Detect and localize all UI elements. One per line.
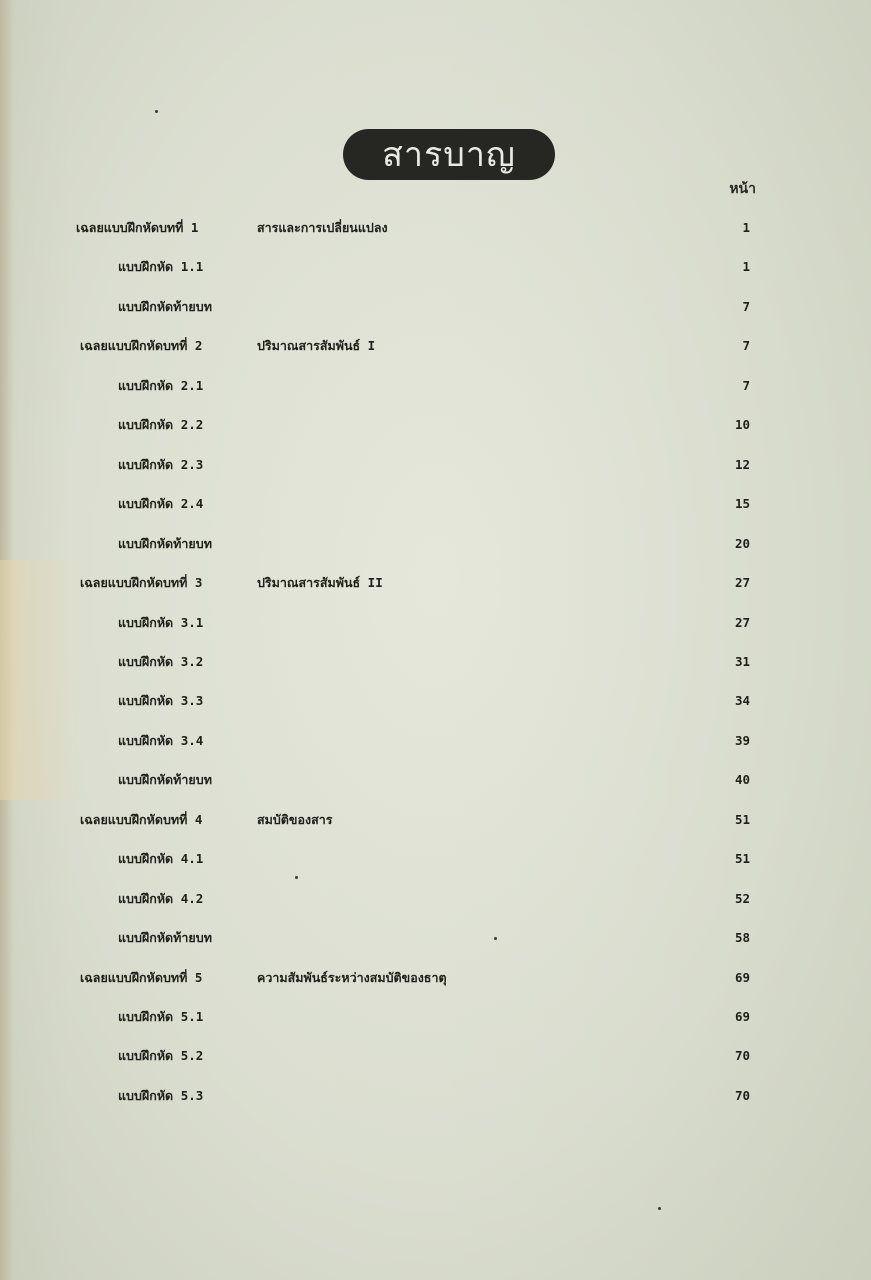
toc-entry-label: แบบฝึกหัด 4.1 (118, 851, 204, 867)
toc-entry-label: แบบฝึกหัด 2.3 (118, 456, 204, 472)
toc-page-number: 7 (742, 338, 750, 354)
toc-entry-label: เฉลยแบบฝึกหัดบทที่ 2 (80, 338, 203, 354)
toc-entry-label: แบบฝึกหัด 5.2 (118, 1048, 204, 1064)
toc-entry-label: แบบฝึกหัด 2.2 (118, 417, 204, 433)
toc-entry-label: แบบฝึกหัด 2.4 (118, 496, 204, 512)
toc-entry-label: แบบฝึกหัด 3.2 (118, 653, 204, 669)
page-column-label: หน้า (729, 181, 756, 197)
toc-chapter-row (0, 808, 871, 832)
toc-exercise-row (0, 887, 871, 911)
toc-chapter-title: ปริมาณสารสัมพันธ์ II (257, 575, 383, 591)
toc-exercise-row (0, 1084, 871, 1108)
toc-entry-label: แบบฝึกหัดท้ายบท (118, 298, 212, 314)
toc-chapter-row (0, 966, 871, 990)
toc-entry-label: แบบฝึกหัด 5.3 (118, 1087, 204, 1103)
toc-exercise-row (0, 453, 871, 477)
paper-speck (658, 1207, 661, 1210)
toc-exercise-row (0, 768, 871, 792)
toc-page-number: 58 (734, 930, 750, 946)
toc-entry-label: แบบฝึกหัด 3.4 (118, 732, 204, 748)
toc-entry-label: แบบฝึกหัด 1.1 (118, 259, 204, 275)
toc-page-number: 51 (734, 851, 750, 867)
toc-page-number: 7 (742, 298, 750, 314)
paper-speck (295, 876, 298, 879)
toc-exercise-row (0, 847, 871, 871)
toc-page-number: 10 (734, 417, 750, 433)
toc-exercise-row (0, 532, 871, 556)
toc-exercise-row (0, 729, 871, 753)
toc-entry-label: แบบฝึกหัดท้ายบท (118, 772, 212, 788)
toc-exercise-row (0, 926, 871, 950)
toc-exercise-row (0, 689, 871, 713)
toc-page-number: 7 (742, 377, 750, 393)
toc-entry-label: แบบฝึกหัดท้ายบท (118, 930, 212, 946)
toc-entry-label: แบบฝึกหัด 5.1 (118, 1009, 204, 1024)
toc-chapter-title: ปริมาณสารสัมพันธ์ I (257, 338, 376, 354)
toc-entry-label: แบบฝึกหัด 3.1 (118, 614, 204, 630)
toc-entry-label: แบบฝึกหัด 3.3 (118, 693, 204, 709)
toc-page-number: 51 (734, 811, 750, 827)
toc-page-number: 27 (734, 575, 750, 591)
toc-entry-label: แบบฝึกหัดท้ายบท (118, 535, 212, 551)
toc-chapter-title: สมบัติของสาร (257, 811, 333, 827)
toc-exercise-row (0, 1044, 871, 1068)
toc-exercise-row (0, 1005, 871, 1029)
toc-chapter-row (0, 334, 871, 358)
page-title: สารบาญ (382, 134, 516, 175)
toc-page-number: 27 (734, 614, 750, 630)
paper-speck (155, 110, 158, 113)
toc-page-number: 69 (734, 969, 750, 985)
toc-chapter-title: ความสัมพันธ์ระหว่างสมบัติของธาตุ (257, 969, 447, 985)
toc-page-number: 70 (734, 1048, 750, 1064)
toc-page-number: 1 (742, 220, 750, 235)
toc-page-number: 52 (734, 890, 750, 906)
toc-chapter-title: สารและการเปลี่ยนแปลง (257, 220, 388, 235)
paper-speck (494, 937, 497, 940)
toc-exercise-row (0, 255, 871, 279)
toc-entry-label: เฉลยแบบฝึกหัดบทที่ 5 (80, 969, 203, 985)
toc-chapter-row (0, 571, 871, 595)
toc-exercise-row (0, 611, 871, 635)
toc-exercise-row (0, 413, 871, 437)
toc-page-number: 40 (734, 772, 750, 788)
toc-entry-label: แบบฝึกหัด 4.2 (118, 890, 204, 906)
toc-page-number: 34 (734, 693, 750, 709)
toc-exercise-row (0, 650, 871, 674)
toc-entry-label: เฉลยแบบฝึกหัดบทที่ 3 (80, 575, 203, 591)
toc-exercise-row (0, 295, 871, 319)
toc-page-number: 1 (742, 259, 750, 275)
toc-exercise-row (0, 374, 871, 398)
toc-page-number: 69 (734, 1009, 750, 1024)
toc-page-number: 15 (734, 496, 750, 512)
toc-entry-label: แบบฝึกหัด 2.1 (118, 377, 204, 393)
toc-page-number: 70 (734, 1087, 750, 1103)
toc-chapter-row (0, 216, 871, 240)
toc-entry-label: เฉลยแบบฝึกหัดบทที่ 4 (80, 811, 203, 827)
toc-entry-label: เฉลยแบบฝึกหัดบทที่ 1 (76, 220, 199, 235)
toc-page-number: 12 (734, 456, 750, 472)
toc-exercise-row (0, 492, 871, 516)
toc-page-number: 31 (734, 653, 750, 669)
toc-page-number: 39 (734, 732, 750, 748)
toc-page-number: 20 (734, 535, 750, 551)
